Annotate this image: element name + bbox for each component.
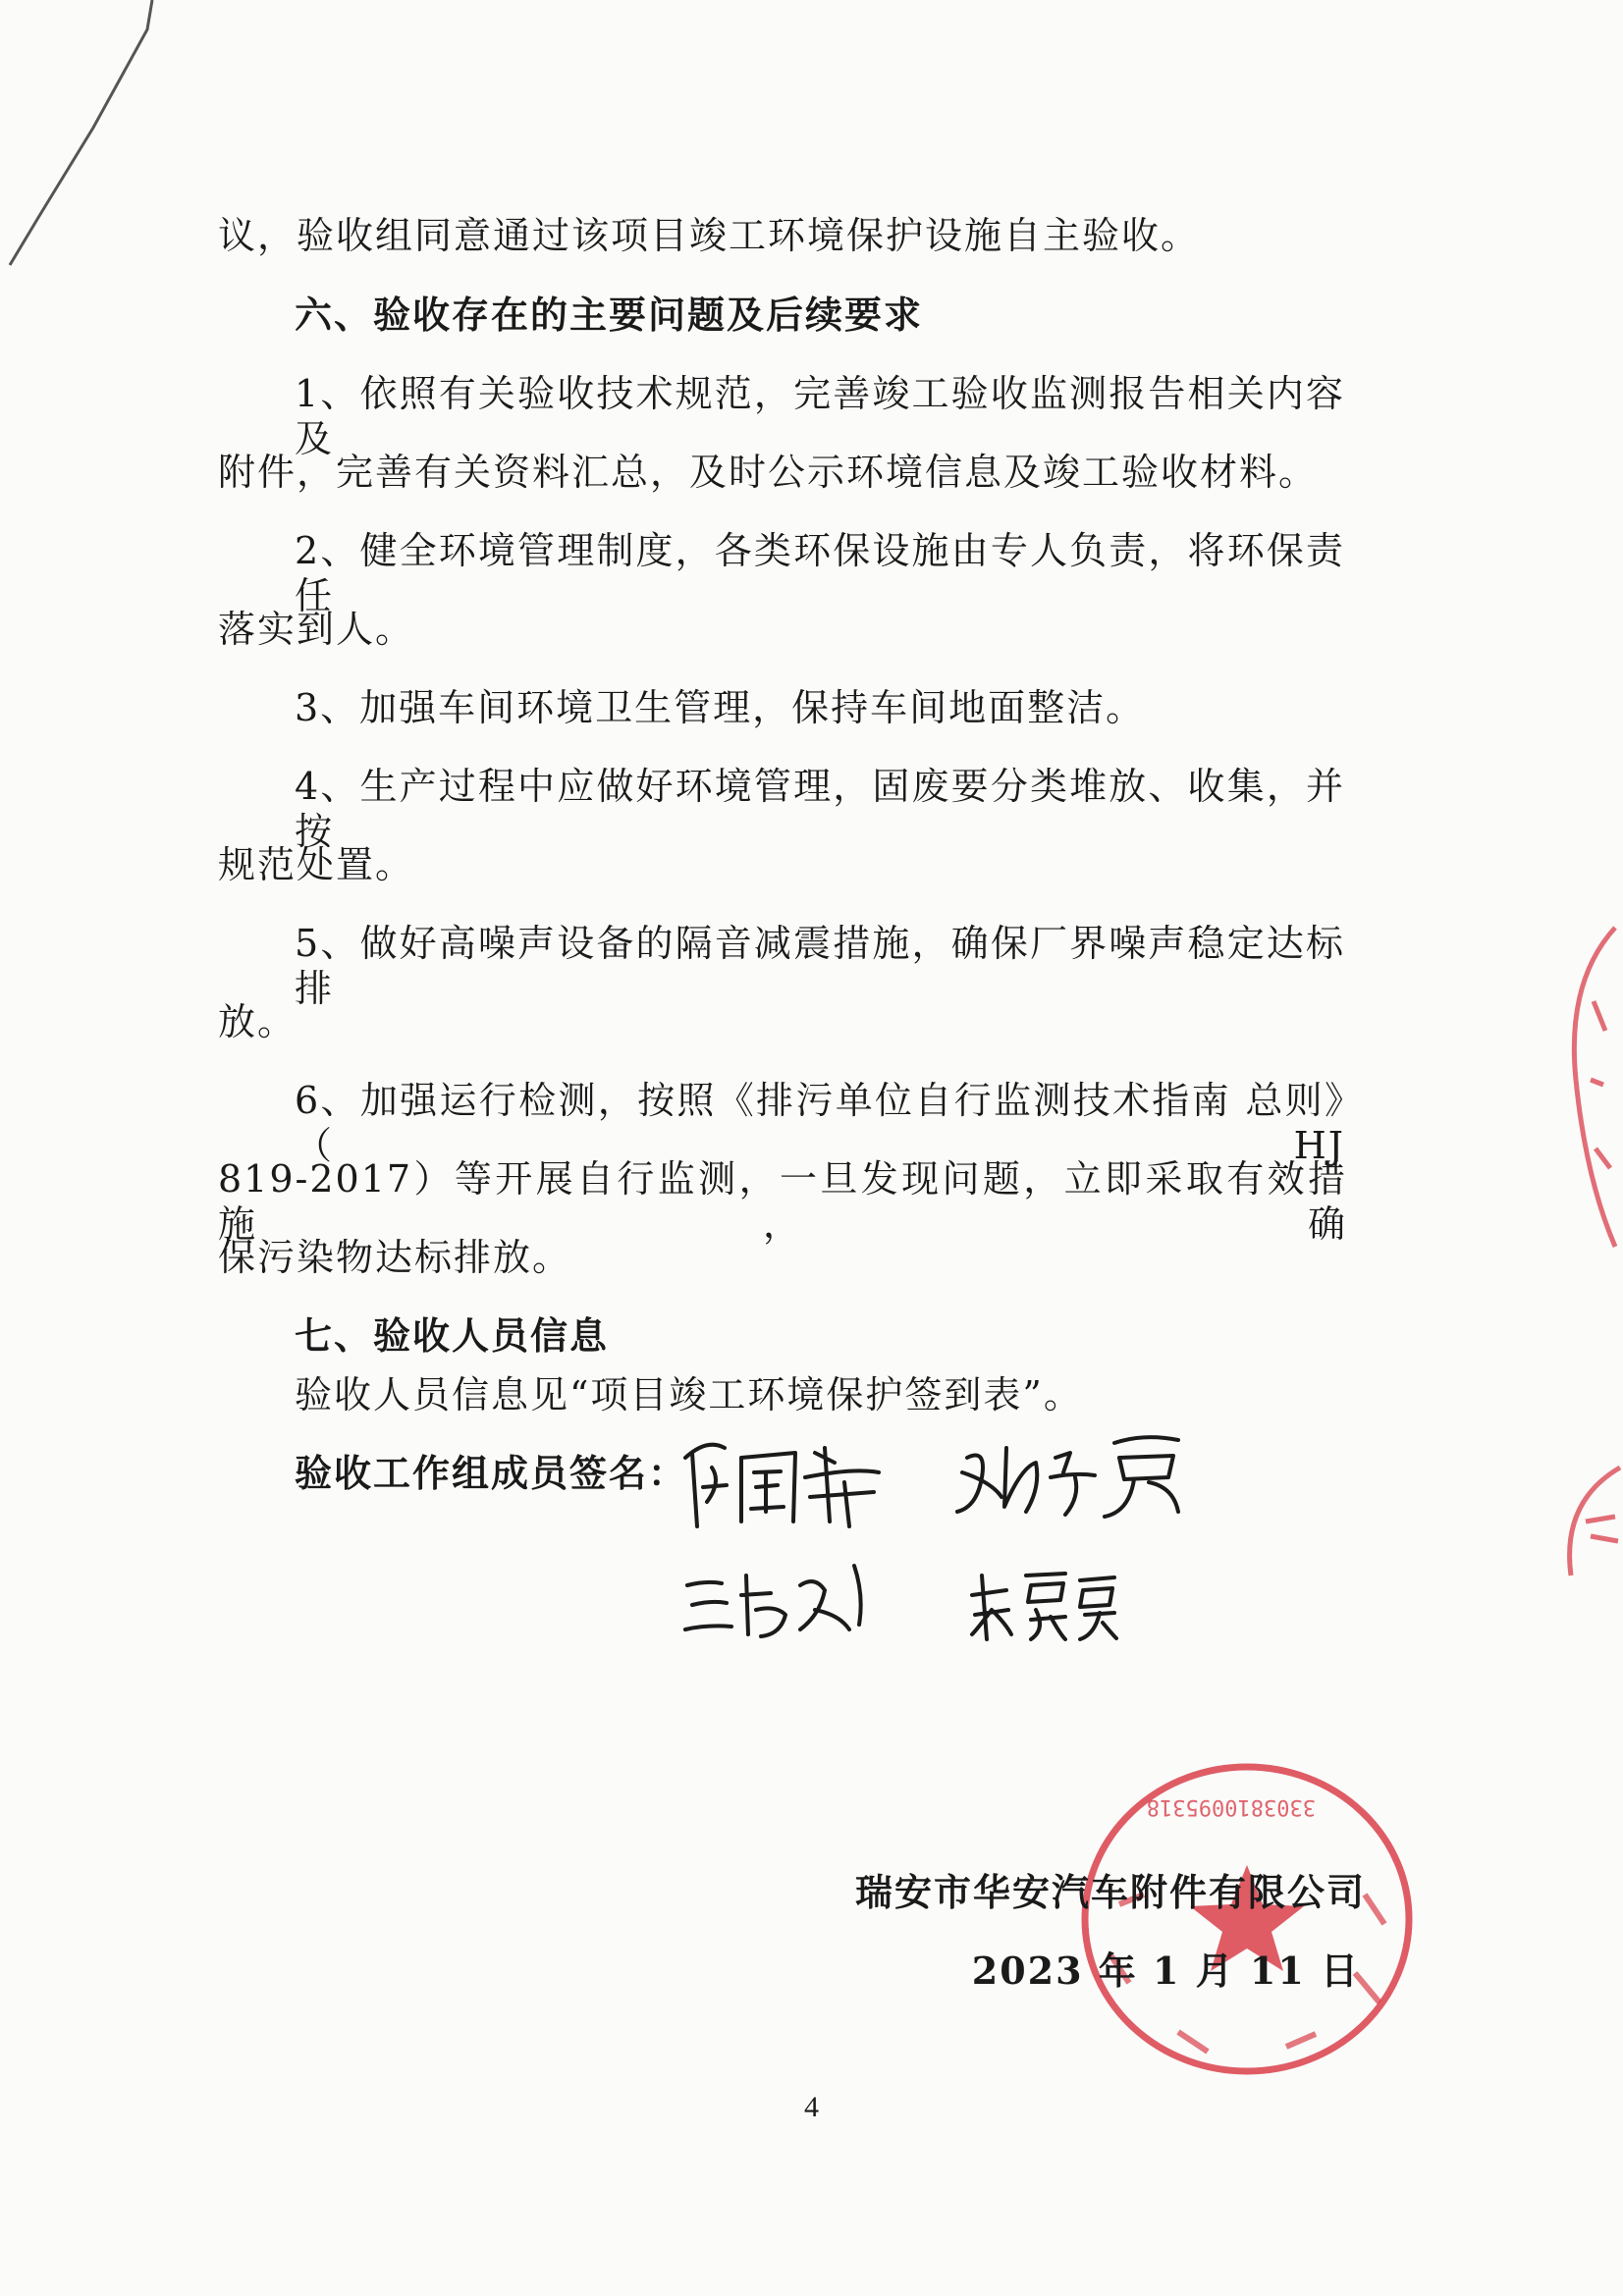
paragraph-line: 4、生产过程中应做好环境管理，固废要分类堆放、收集，并按 <box>295 765 1345 853</box>
paragraph-line: 保污染物达标排放。 <box>218 1236 572 1279</box>
paragraph-line: 5、做好高噪声设备的隔音减震措施，确保厂界噪声稳定达标排 <box>295 922 1345 1010</box>
paragraph-line: 议，验收组同意通过该项目竣工环境保护设施自主验收。 <box>218 214 1201 257</box>
scan-edge-line <box>0 0 167 285</box>
edge-stamp-mark <box>1532 1463 1623 1580</box>
paragraph-line: 6、加强运行检测，按照《排污单位自行监测技术指南 总则》（HJ <box>295 1079 1345 1167</box>
paragraph-line: 附件，完善有关资料汇总，及时公示环境信息及竣工验收材料。 <box>218 451 1319 494</box>
signature-label: 验收工作组成员签名： <box>295 1451 688 1495</box>
paragraph-line: 规范处置。 <box>218 843 415 886</box>
edge-stamp-mark <box>1556 923 1623 1256</box>
paragraph-line: 2、健全环境管理制度，各类环保设施由专人负责，将环保责任 <box>295 529 1345 617</box>
page-number: 4 <box>804 2091 819 2123</box>
section-heading-six: 六、验收存在的主要问题及后续要求 <box>295 293 924 337</box>
paragraph-line: 放。 <box>218 1000 298 1043</box>
document-date: 2023 年 1 月 11 日 <box>971 1949 1360 1993</box>
paragraph-line: 3、加强车间环境卫生管理，保持车间地面整洁。 <box>295 686 1146 729</box>
signature-4 <box>967 1556 1124 1644</box>
company-seal <box>1070 1757 1424 2081</box>
signature-3 <box>677 1556 874 1644</box>
paragraph-line: 落实到人。 <box>218 608 415 651</box>
section-heading-seven: 七、验收人员信息 <box>295 1313 610 1358</box>
paragraph-line: 819-2017）等开展自行监测，一旦发现问题，立即采取有效措施，确 <box>218 1157 1347 1246</box>
svg-text:3303810095318: 3303810095318 <box>1146 1794 1316 1819</box>
company-name: 瑞安市华安汽车附件有限公司 <box>854 1870 1366 1914</box>
paragraph-line: 验收人员信息见“项目竣工环境保护签到表”。 <box>295 1373 1083 1416</box>
paragraph-line: 1、依照有关验收技术规范，完善竣工验收监测报告相关内容及 <box>295 372 1345 460</box>
